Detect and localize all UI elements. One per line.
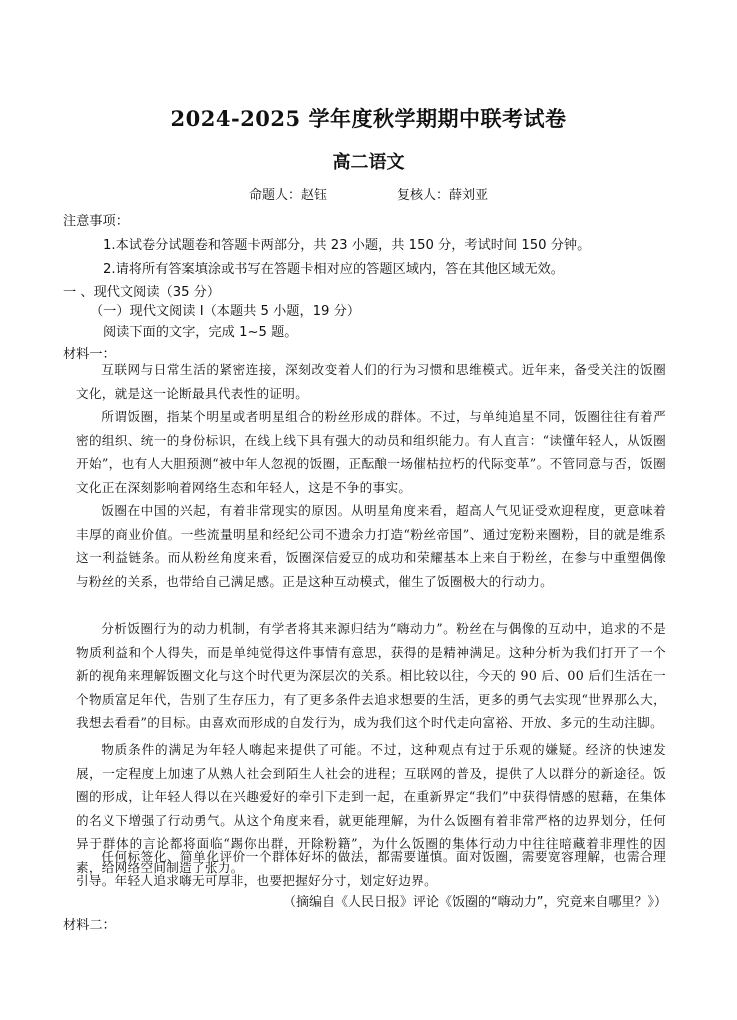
reading-instruction: 阅读下面的文字，完成 1~5 题。 [103, 325, 298, 340]
material-paragraph: 任何标签化、简单化评价一个群体好坏的做法，都需要谨慎。面对饭圈，需要宽容理解，也需合理引导。年轻人追求嗨无可厚非，也要把握好分寸，划定好边界。 [76, 849, 666, 888]
material-paragraph: 饭圈在中国的兴起，有着非常现实的原因。从明星角度来看，超高人气见证受欢迎程度，更意味着丰厚的商业价值。一些流量明星和经纪公司不遗余力打造“粉丝帝国”、通过宠粉来圈粉，目的就是维系这一利益链条。而从粉丝角度来看，饭圈深信爱豆的成功和荣耀基本上来自于粉丝，在参与中重塑偶像与粉丝的关系，也带给自己满足感。正是这种互动模式，催生了饭圈极大的行动力。 [76, 503, 666, 589]
notice-heading: 注意事项： [63, 214, 129, 229]
exam-authors [0, 184, 737, 203]
author-label: 命题人：赵钰 [248, 188, 327, 203]
material-paragraph: 物质条件的满足为年轻人嗨起来提供了可能。不过，这种观点有过于乐观的嫌疑。经济的快速发展，一定程度上加速了从熟人社会到陌生人社会的进程；互联网的普及，提供了人以群分的新途径。饭圈的形成，让年轻人得以在兴趣爱好的牵引下走到一起，在重新界定“我们”中获得情感的慰藉，在集体的名义下增强了行动勇气。从这个角度来看，就更能理解，为什么饭圈有着非常严格的边界划分，任何异于群体的言论都将面临“踢你出群，开除粉籍”，为什么饭圈的集体行动力中往往暗藏着非理性的因素，给网络空间制造了张力。 [76, 742, 666, 875]
material-paragraph: 所谓饭圈，指某个明星或者明星组合的粉丝形成的群体。不过，与单纯追星不同，饭圈往往有着严密的组织、统一的身份标识，在线上线下具有强大的动员和组织能力。有人直言：“读懂年轻人，从饭圈开始”，也有人大胆预测“被中年人忽视的饭圈，正酝酿一场催枯拉朽的代际变革”。不管同意与否，饭圈文化正在深刻影响着网络生态和年轻人，这是不争的事实。 [76, 409, 666, 495]
section-heading: 一 、现代文阅读（35 分） [63, 285, 221, 300]
reviewer-label: 复核人：薛刘亚 [397, 188, 489, 203]
section-sub-heading: （一）现代文阅读 I（本题共 5 小题，19 分） [90, 304, 361, 319]
material-two-label: 材料二： [63, 918, 116, 933]
exam-title: 2024-2025 学年度秋学期期中联考试卷 [170, 106, 567, 131]
material-one-label: 材料一： [63, 347, 116, 362]
notice-item: 2.请将所有答案填涂或书写在答题卡相对应的答题区域内，答在其他区域无效。 [103, 262, 564, 277]
material-source: （摘编自《人民日报》评论《饭圈的“嗨动力”，究竟来自哪里？》） [283, 895, 667, 910]
material-paragraph: 互联网与日常生活的紧密连接，深刻改变着人们的行为习惯和思维模式。近年来，备受关注的饭圈文化，就是这一论断最具代表性的证明。 [76, 362, 666, 401]
notice-item: 1.本试卷分试题卷和答题卡两部分，共 23 小题，共 150 分，考试时间 150 分钟。 [103, 238, 591, 253]
material-paragraph: 分析饭圈行为的动力机制，有学者将其来源归结为“嗨动力”。粉丝在与偶像的互动中，追求的不是物质利益和个人得失，而是单纯觉得这件事情有意思，获得的是精神满足。这种分析为我们打开了一个新的视角来理解饭圈文化与这个时代更为深层次的关系。相比较以往，今天的 90 后、00 后们生活在一个物质富足年代，告别了生存压力，有了更多条件去追求想要的生活，更多的勇气去实现“世界那么大，我想去看看”的目标。由喜欢而形成的自发行为，成为我们这个时代走向富裕、开放、多元的生动注脚。 [76, 621, 666, 730]
exam-subject: 高二语文 [332, 152, 405, 173]
